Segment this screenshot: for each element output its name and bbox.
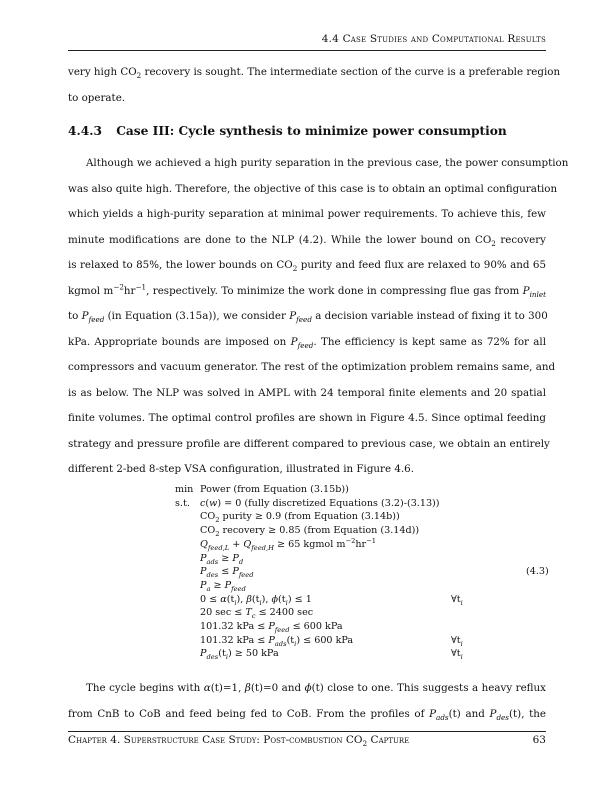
text-run: ) = 0 (fully discretized Equations (3.2)-(3.13)) <box>217 497 440 509</box>
text-line <box>68 411 546 425</box>
text-run: ≤ 2400 sec <box>255 607 314 619</box>
equation-keyword: s.t. <box>175 497 190 509</box>
text-run: purity ≥ 0.9 (from Equation (3.14b)) <box>219 511 400 523</box>
text-run: (t <box>251 593 260 605</box>
text-run: different 2-bed 8-step VSA configuration, illustrated in Figure 4.6. <box>68 463 414 475</box>
text-run: (t <box>286 634 295 646</box>
math-symbol: P <box>200 648 207 660</box>
text-run: a decision variable instead of fixing it to 300 <box>311 310 548 322</box>
header-rule <box>68 50 546 51</box>
forall-quantifier <box>451 634 463 648</box>
text-run: (t <box>278 593 286 605</box>
text-line <box>68 91 546 105</box>
text-line <box>68 707 546 721</box>
subscript: des <box>206 653 219 662</box>
subscript: feed <box>238 571 254 580</box>
text-run: was also quite high. Therefore, the objective of this case is to obtain an optimal configuration <box>68 182 558 195</box>
text-run: hr <box>355 538 367 550</box>
text-run: ≥ <box>210 579 225 591</box>
text-line <box>68 309 546 323</box>
superscript: −1 <box>135 282 147 292</box>
forall-quantifier <box>451 647 463 661</box>
math-symbol: c <box>200 497 206 509</box>
math-symbol: α <box>220 593 227 605</box>
math-symbol: P <box>268 621 275 632</box>
section-number: 4.4.3 <box>68 124 102 138</box>
subscript: ads <box>206 557 219 566</box>
text-run: (t) and <box>448 707 490 720</box>
equation-number: (4.3) <box>526 566 549 578</box>
text-run: (t) close to one. This suggests a heavy reflux <box>311 682 546 694</box>
running-header: 4.4 Case Studies and Computational Results <box>321 33 546 45</box>
text-run: to <box>68 310 82 322</box>
text-run: recovery ≥ 0.85 (from Equation (3.14d)) <box>219 525 420 537</box>
text-run: ) ≤ 600 kPa <box>296 634 354 646</box>
text-run: very high CO <box>68 66 137 78</box>
text-run: purity and feed flux are relaxed to 90% and 65 <box>297 259 546 271</box>
subscript: i <box>234 598 237 607</box>
text-run: ), <box>236 593 247 605</box>
text-run: which yields a high-purity separation at minimal power requirements. To achieve this, few <box>68 208 546 220</box>
subscript: feed,H <box>251 543 274 552</box>
constraint-row <box>200 579 246 593</box>
text-run: ) ≥ 50 kPa <box>227 648 279 660</box>
subscript: a <box>206 584 211 593</box>
text-run: Although we achieved a high purity separation in the previous case, the power consumption <box>86 157 569 169</box>
text-run: finite volumes. The optimal control profiles are shown in Figure 4.5. Since optimal feeding <box>68 412 546 424</box>
math-symbol: P <box>232 566 239 578</box>
math-symbol: P <box>81 310 89 322</box>
text-run: ( <box>205 497 210 509</box>
forall-quantifier <box>451 593 463 607</box>
text-run: strategy and pressure profile are different compared to previous case, we obtain an entirely <box>68 437 550 450</box>
subscript: c <box>251 612 256 621</box>
superscript: −2 <box>345 536 356 545</box>
equation-keyword: min <box>175 484 194 495</box>
text-run: 101.32 kPa ≤ <box>200 634 269 646</box>
text-run: kgmol m <box>68 284 114 297</box>
math-symbol: w <box>209 497 218 509</box>
subscript: i <box>294 639 297 648</box>
math-symbol: α <box>203 682 211 694</box>
text-line <box>68 386 546 400</box>
constraint-row <box>200 552 243 566</box>
constraint-row <box>200 497 440 511</box>
subscript: 2 <box>491 238 496 248</box>
text-run: ≤ <box>218 566 233 578</box>
subscript: 2 <box>215 530 220 538</box>
text-run: (t)=1, <box>210 682 245 694</box>
text-run: (t <box>226 593 235 605</box>
text-run: 20 sec ≤ <box>200 607 246 619</box>
text-run: (t <box>218 648 226 660</box>
text-line <box>68 182 558 196</box>
section-title: Case III: Cycle synthesis to minimize power consumption <box>116 124 507 138</box>
text-line <box>68 65 561 81</box>
text-run: ) ≤ 1 <box>287 593 312 605</box>
math-symbol: P <box>290 335 298 348</box>
footer-rule <box>68 731 546 732</box>
text-run: minute modifications are done to the NLP (4.2). While the lower bound on CO <box>68 233 492 246</box>
subscript: 2 <box>136 71 142 81</box>
subscript: d <box>238 557 244 566</box>
text-run: is relaxed to 85%, the lower bounds on CO <box>68 259 293 271</box>
footer-chapter-title <box>68 734 410 749</box>
constraint-row <box>200 634 353 648</box>
math-symbol: β <box>246 593 252 605</box>
math-symbol: P <box>522 284 530 297</box>
text-run: 0 ≤ <box>200 593 221 605</box>
subscript: des <box>496 712 510 722</box>
text-run: Chapter 4. Superstructure Case Study: Post-combustion CO <box>68 734 363 746</box>
subscript: ads <box>274 639 287 648</box>
text-run: compressors and vacuum generator. The rest of the optimization problem remains same, and <box>68 361 556 373</box>
text-run: (t)=0 and <box>250 682 305 694</box>
math-symbol: P <box>429 707 437 720</box>
subscript: 2 <box>292 264 298 274</box>
text-run: ≥ <box>218 552 233 564</box>
text-run: ≥ 65 kgmol m <box>273 538 346 550</box>
text-run: The cycle begins with <box>86 682 204 694</box>
text-run: ∀t <box>451 648 461 660</box>
subscript: i <box>285 598 288 607</box>
text-run: (in Equation (3.15a)), we consider <box>104 310 290 322</box>
subscript: i <box>460 653 463 662</box>
math-symbol: Q <box>243 538 252 550</box>
page-number: 63 <box>532 734 546 746</box>
text-line <box>68 258 546 272</box>
text-line <box>68 335 546 349</box>
text-run: . The efficiency is kept same as 72% for all <box>313 335 546 348</box>
subscript: i <box>460 598 463 607</box>
constraint-row <box>200 620 343 634</box>
text-line <box>68 462 546 476</box>
subscript: i <box>259 598 262 607</box>
constraint-row <box>200 647 279 661</box>
math-symbol: Q <box>200 538 208 550</box>
text-line <box>68 207 546 221</box>
math-symbol: P <box>232 552 239 564</box>
subscript: feed <box>231 584 246 593</box>
math-symbol: P <box>200 566 207 578</box>
subscript: i <box>460 639 463 648</box>
text-line <box>68 284 546 298</box>
text-run: ≤ 600 kPa <box>289 621 343 632</box>
text-run: CO <box>200 525 216 537</box>
math-symbol: ϕ <box>304 682 312 694</box>
subscript: 2 <box>362 739 368 749</box>
text-line <box>68 360 556 374</box>
superscript: −1 <box>366 536 377 545</box>
subscript: feed <box>296 315 312 325</box>
constraint-row <box>200 524 419 538</box>
text-run: ), <box>261 593 272 605</box>
text-run: (t), the <box>509 707 546 720</box>
math-symbol: P <box>268 634 275 646</box>
subscript: feed <box>297 340 314 350</box>
constraint-row <box>200 483 349 497</box>
subscript: feed,L <box>207 543 230 552</box>
math-symbol: ϕ <box>271 593 279 605</box>
text-run: 101.32 kPa ≤ <box>200 621 269 632</box>
constraint-row <box>200 606 313 620</box>
text-run: recovery <box>495 233 546 246</box>
text-run: + <box>229 538 244 550</box>
math-symbol: T <box>245 607 252 619</box>
subscript: inlet <box>529 289 546 299</box>
text-run: ∀t <box>451 593 461 605</box>
superscript: −2 <box>113 282 124 292</box>
subscript: des <box>206 571 219 580</box>
constraint-row <box>200 593 312 607</box>
constraint-row <box>200 510 400 524</box>
subscript: 2 <box>215 516 220 525</box>
math-symbol: P <box>224 579 232 591</box>
math-symbol: P <box>200 579 207 591</box>
constraint-row <box>200 538 376 552</box>
text-run: from CnB to CoB and feed being fed to CoB. From the profiles of <box>68 707 430 720</box>
text-run: hr <box>123 284 136 297</box>
text-run: recovery is sought. The intermediate section of the curve is a preferable region <box>141 66 561 78</box>
text-line <box>68 156 569 170</box>
text-run: , respectively. To minimize the work done in compressing flue gas from <box>146 284 523 297</box>
section-heading <box>68 124 507 138</box>
text-run: Capture <box>367 734 410 746</box>
math-symbol: β <box>244 682 251 694</box>
constraint-row <box>200 565 254 579</box>
subscript: feed <box>274 625 290 634</box>
text-run: to operate. <box>68 91 126 104</box>
subscript: i <box>225 653 228 662</box>
math-symbol: P <box>489 707 497 720</box>
subscript: feed <box>88 315 105 325</box>
text-line <box>68 681 546 695</box>
subscript: ads <box>436 712 449 722</box>
text-run: is as below. The NLP was solved in AMPL with 24 temporal finite elements and 20 spatial <box>68 386 546 399</box>
text-run: ∀t <box>451 634 461 646</box>
text-line <box>68 233 546 247</box>
math-symbol: P <box>200 552 207 564</box>
text-run: CO <box>200 511 216 523</box>
text-line <box>68 437 550 451</box>
text-run: Power (from Equation (3.15b)) <box>200 484 349 495</box>
math-symbol: P <box>289 310 297 322</box>
text-run: kPa. Appropriate bounds are imposed on <box>68 335 291 348</box>
